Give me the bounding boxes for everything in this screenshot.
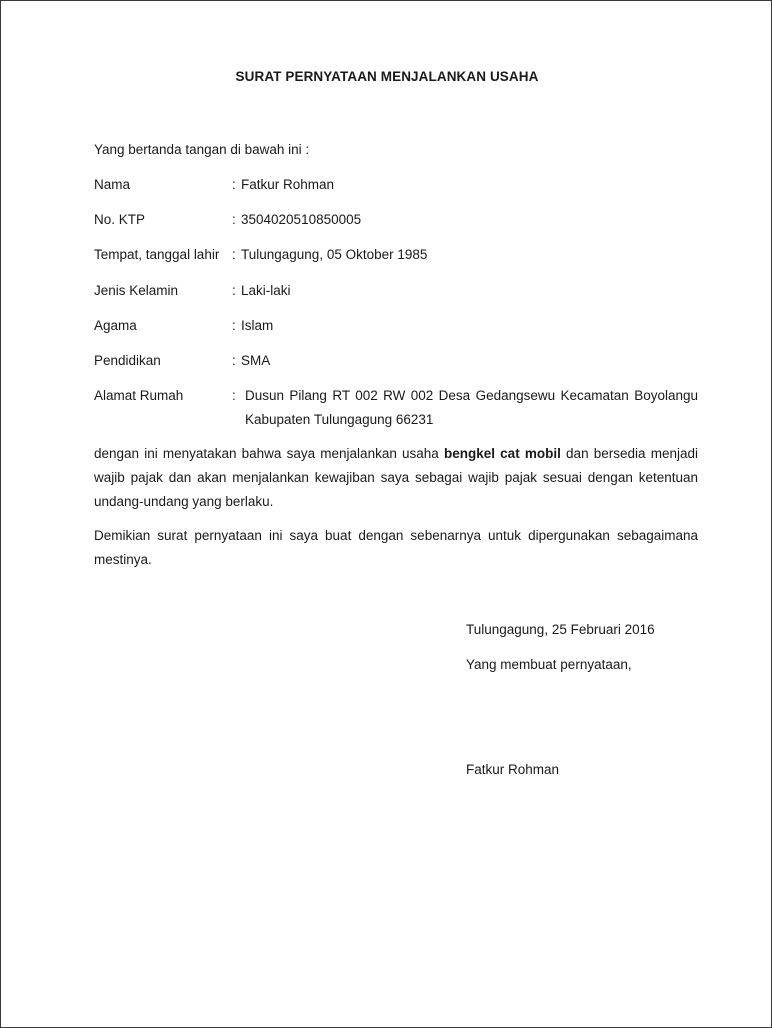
statement-text-after: dan bersedia menjadi wajib pajak dan akan menjalankan kewajiban saya sebagai wajib pajak sesuai dengan ketentuan undang-undang yang berlaku.: [94, 446, 698, 509]
field-colon: :: [232, 388, 236, 403]
field-label-religion: Agama: [94, 318, 137, 333]
field-colon: :: [232, 247, 236, 262]
intro-text: Yang bertanda tangan di bawah ini :: [94, 142, 310, 157]
field-label-address: Alamat Rumah: [94, 388, 184, 403]
field-label-ktp: No. KTP: [94, 212, 146, 227]
field-colon: :: [232, 212, 236, 227]
field-colon: :: [232, 283, 236, 298]
business-type: bengkel cat mobil: [443, 446, 561, 461]
field-value-ktp: 3504020510850005: [241, 212, 362, 227]
signature-place-date: Tulungagung, 25 Februari 2016: [466, 622, 655, 637]
letter-title: SURAT PERNYATAAN MENJALANKAN USAHA: [235, 69, 539, 84]
statement-text-before: dengan ini menyatakan bahwa saya menjalankan usaha: [94, 446, 444, 461]
field-colon: :: [232, 177, 236, 192]
field-value-religion: Islam: [241, 318, 274, 333]
field-colon: :: [232, 353, 236, 368]
field-value-nama: Fatkur Rohman: [241, 177, 335, 192]
field-colon: :: [232, 318, 236, 333]
field-label-gender: Jenis Kelamin: [94, 283, 179, 298]
closing-paragraph: Demikian surat pernyataan ini saya buat dengan sebenarnya untuk dipergunakan sebagaimana mestinya.: [94, 528, 698, 567]
signature-role: Yang membuat pernyataan,: [466, 657, 632, 672]
field-label-education: Pendidikan: [94, 353, 161, 368]
signature-name: Fatkur Rohman: [466, 762, 560, 777]
field-value-ttl: Tulungagung, 05 Oktober 1985: [241, 247, 428, 262]
field-value-education: SMA: [241, 353, 271, 368]
field-value-gender: Laki-laki: [241, 283, 291, 298]
field-label-ttl: Tempat, tanggal lahir: [94, 247, 220, 262]
statement-paragraph: [94, 442, 698, 514]
field-value-address: Dusun Pilang RT 002 RW 002 Desa Gedangsewu Kecamatan Boyolangu Kabupaten Tulungagung 66231: [245, 388, 698, 427]
field-label-nama: Nama: [94, 177, 131, 192]
